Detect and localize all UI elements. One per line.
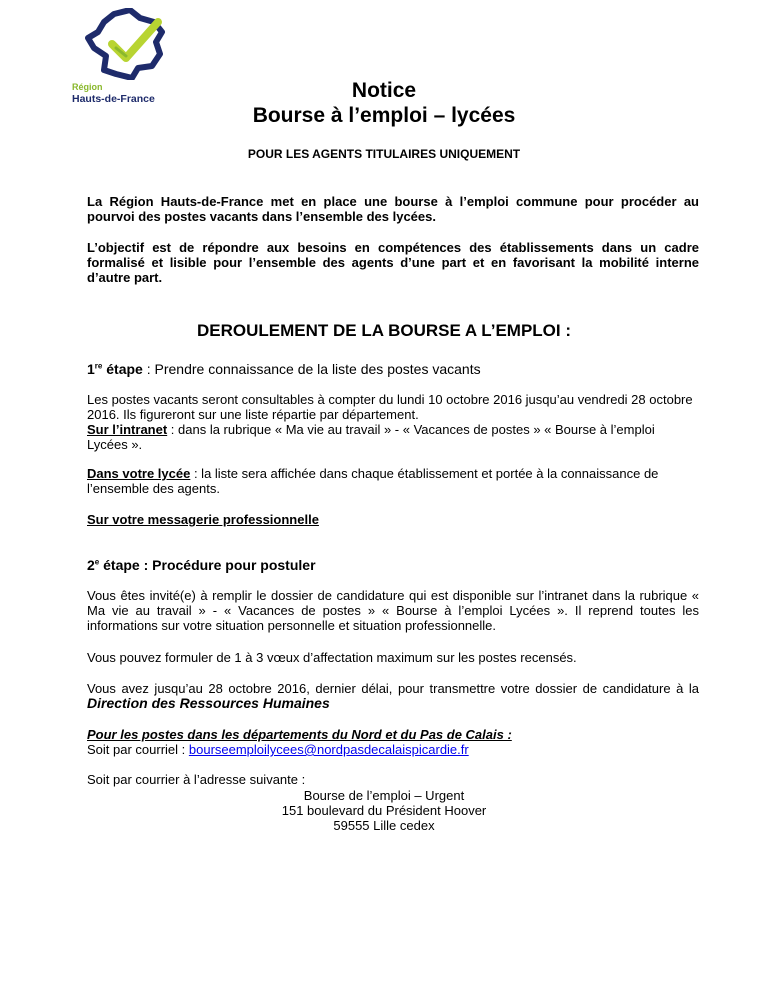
page-title-line2: Bourse à l’emploi – lycées [252,104,516,127]
step1-text: : Prendre connaissance de la liste des postes vacants [142,361,481,377]
step2-number: 2 [87,557,95,573]
address-line-2: 151 boulevard du Président Hoover [281,803,487,818]
step1-heading [87,361,481,377]
step2-paragraph-1: Vous êtes invité(e) à remplir le dossier de candidature qui est disponible sur l’intranet dans la rubrique « Ma vie au travail » - « Vacances de postes » « Bourse à l’emploi Lycées ». Il reprend toutes les informations sur votre situation personnelle et situation professionnelle. [87,588,699,633]
courriel-text: Soit par courriel : [87,742,189,757]
intranet-label: Sur l’intranet [87,422,168,437]
step2-paragraph-2: Vous pouvez formuler de 1 à 3 vœux d’affectation maximum sur les postes recensés. [87,650,577,665]
lycee-text: : la liste sera affichée dans chaque établissement et portée à la connaissance de l’ensemble des agents. [87,466,659,496]
nord-label: Pour les postes dans les départements du Nord et du Pas de Calais : [87,727,512,742]
step2-heading [87,557,316,573]
logo-region-text: Région [72,82,103,92]
france-map-check-icon [82,8,177,80]
step2-sup: e [94,557,100,567]
nord-block [87,727,699,757]
address-line-3: 59555 Lille cedex [333,818,435,833]
courriel-link[interactable]: bourseemploilycees@nordpasdecalaispicardie.fr [188,742,469,757]
step1-number: 1 [87,361,95,377]
address-line-1: Bourse de l’emploi – Urgent [303,788,465,803]
step1-paragraph [87,392,699,452]
step2-label: étape : Procédure pour postuler [99,557,316,573]
intro-paragraph-1: La Région Hauts-de-France met en place une bourse à l’emploi commune pour procéder au pourvoi des postes vacants dans l’ensemble des lycées. [87,194,699,224]
logo-name-text: Hauts-de-France [72,93,155,105]
step2-paragraph-3 [87,681,699,711]
messagerie-paragraph [87,512,699,527]
drh-text: Direction des Ressources Humaines [87,695,330,711]
deadline-text: Vous avez jusqu’au 28 octobre 2016, dernier délai, pour transmettre votre dossier de candidature à la [87,681,699,696]
step1-dates-text: Les postes vacants seront consultables à compter du lundi 10 octobre 2016 jusqu’au vendredi 28 octobre 2016. Ils figureront sur une liste répartie par département. [87,392,693,422]
lycee-label: Dans votre lycée [87,466,191,481]
intranet-text: : dans la rubrique « Ma vie au travail » - « Vacances de postes » « Bourse à l’emploi Lycées ». [87,422,655,452]
page-subtitle: POUR LES AGENTS TITULAIRES UNIQUEMENT [247,147,521,161]
lycee-paragraph [87,466,699,496]
messagerie-label: Sur votre messagerie professionnelle [87,512,319,527]
page-title-line1: Notice [351,79,417,102]
intro-paragraph-2: L’objectif est de répondre aux besoins en compétences des établissements dans un cadre formalisé et lisible pour l’ensemble des agents d’une part et en favorisant la mobilité interne d’autre part. [87,240,699,285]
step1-sup: re [94,361,103,371]
step1-label: étape [102,361,143,377]
section-title: DEROULEMENT DE LA BOURSE A L’EMPLOI : [196,321,571,340]
courrier-text: Soit par courrier à l’adresse suivante : [87,772,306,787]
